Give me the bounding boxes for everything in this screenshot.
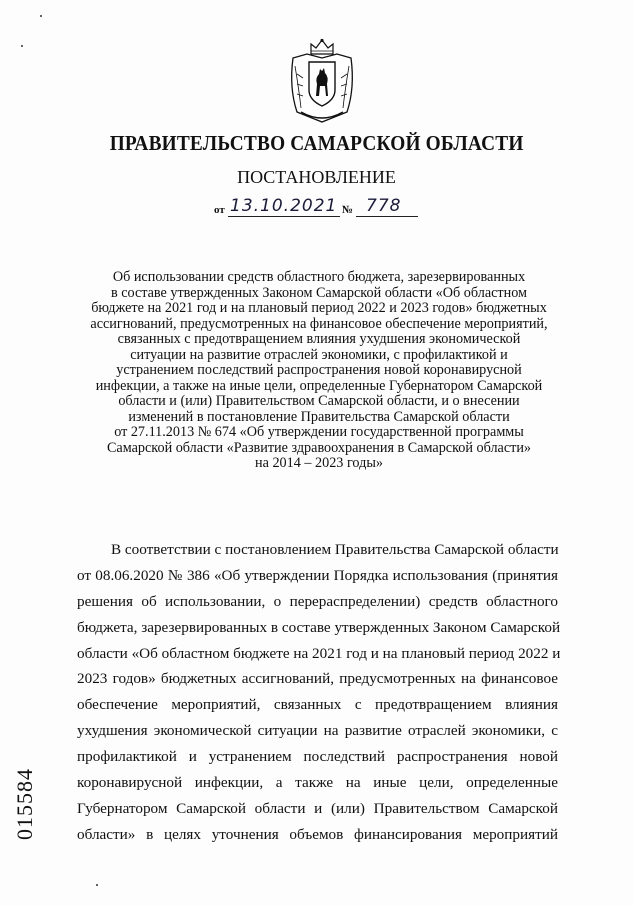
government-title: ПРАВИТЕЛЬСТВО САМАРСКОЙ ОБЛАСТИ: [109, 131, 524, 155]
document-subject: [80, 270, 558, 472]
body-line: от 08.06.2020 № 386 «Об утверждении Порядка использования (принятия: [77, 566, 558, 584]
body-line: 2023 годов» бюджетных ассигнований, предусмотренных на финансовое: [77, 670, 558, 688]
handwritten-date: 13.10.2021: [230, 196, 338, 216]
scan-speck: [96, 884, 98, 886]
subject-line: устранением последствий распространения новой коронавирусной: [116, 362, 522, 378]
number-underline: [356, 216, 418, 217]
body-line: решения об использовании, о перераспределении) средств областного: [77, 592, 558, 610]
body-line: коронавирусной инфекции, а также на иные цели, определенные: [77, 774, 558, 792]
serial-number: 015584: [12, 768, 37, 840]
scan-speck: [21, 45, 23, 47]
handwritten-number: 778: [366, 196, 402, 216]
body-line: области «Об областном бюджете на 2021 год и на плановый период 2022 и: [77, 644, 561, 662]
subject-line: области и (или) Правительством Самарской области, и о внесении: [118, 393, 520, 409]
body-line: В соответствии с постановлением Правительства Самарской области: [111, 541, 559, 558]
body-line: обеспечение мероприятий, связанных с предотвращением влияния: [77, 696, 558, 714]
subject-line: инфекции, а также на иные цели, определенные Губернатором Самарской: [95, 377, 543, 394]
coat-of-arms-emblem: [287, 38, 357, 124]
subject-line: на 2014 – 2023 годы»: [255, 455, 383, 471]
subject-line: в составе утвержденных Законом Самарской области «Об областном: [110, 284, 528, 301]
date-number-line: [214, 196, 424, 218]
scan-speck: [40, 15, 42, 17]
body-line: профилактикой и устранением последствий распространения новой: [77, 748, 558, 766]
date-prefix: от: [214, 204, 225, 216]
date-underline: [228, 216, 340, 217]
body-paragraph: [77, 537, 561, 848]
subject-line: ассигнований, предусмотренных на финансовое обеспечение мероприятий,: [90, 315, 548, 332]
subject-line: изменений в постановление Правительства Самарской области: [128, 408, 510, 425]
subject-line: Самарской области «Развитие здравоохранения в Самарской области»: [106, 439, 532, 456]
document-type: ПОСТАНОВЛЕНИЕ: [237, 167, 396, 187]
body-line: Губернатором Самарской области и (или) Правительством Самарской: [77, 799, 558, 817]
subject-line: связанных с предотвращением влияния ухудшения экономической: [117, 331, 521, 347]
subject-line: бюджете на 2021 год и на плановый период 2022 и 2023 годов» бюджетных: [91, 300, 547, 316]
body-line: ухудшения экономической ситуации на развитие отраслей экономики, с: [77, 722, 558, 740]
body-line: бюджета, зарезервированных в составе утвержденных Законом Самарской: [77, 618, 561, 636]
subject-line: от 27.11.2013 № 674 «Об утверждении государственной программы: [114, 424, 524, 440]
number-prefix: №: [342, 204, 354, 216]
subject-line: ситуации на развитие отраслей экономики, с профилактикой и: [130, 346, 508, 363]
body-line: области» в целях уточнения объемов финансирования мероприятий: [77, 825, 558, 843]
subject-line: Об использовании средств областного бюджета, зарезервированных: [112, 269, 526, 285]
